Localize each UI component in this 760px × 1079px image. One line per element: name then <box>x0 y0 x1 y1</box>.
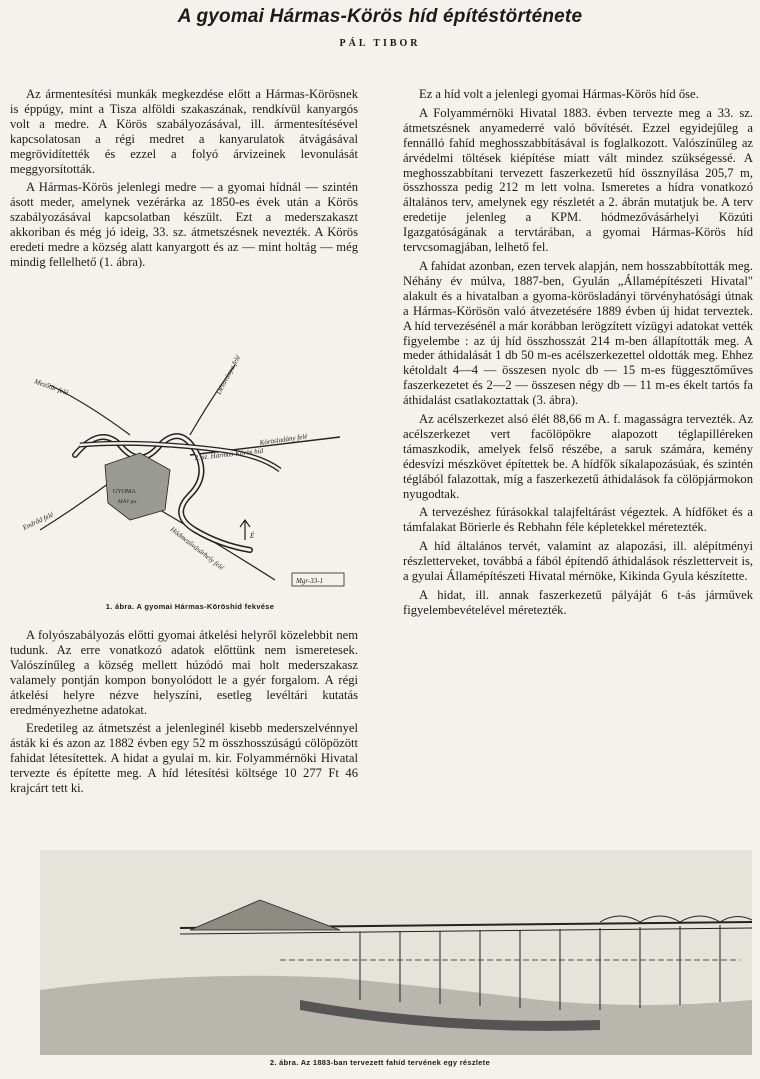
paragraph: A Folyammérnöki Hivatal 1883. évben tervezte meg a 33. sz. átmetszésnek anyamederré való bővítését. Ezzel egyidejűleg a fennálló fahíd meghosszabbításával is foglalkozott. Valószínűleg az árvédelmi töltések kiépítése miatt vált mindez szükségessé. A meghosszabbítani tervezett faszerkezetű híd össznyílása 205,7 m, összhossza pedig 212 m lett volna. Ismeretes a hídra vonatkozó általános terv, amelynek egy részletét a 2. ábrán mutatjuk be. A terv eredetije jelenleg a KPM. hódmezővásárhelyi Közúti Igazgatóságának a tervtárában, a gyomai Hármas-Körös híd tervcsomagjában, lelhető fel. <box>403 105 753 255</box>
map-label: Mezőtúr felé <box>33 377 70 397</box>
map-label: Dévaványa felé <box>214 353 243 396</box>
author-name: PÁL TIBOR <box>339 38 421 49</box>
paragraph: A tervezéshez fúrásokkal talajfeltárást végeztek. A hídfőket és a támfalakat Börierle és Rebhahn féle képletekkel méretezték. <box>403 505 753 535</box>
right-column <box>403 87 753 622</box>
figure-2-bridge-drawing <box>40 850 752 1055</box>
figure-1-map <box>20 345 350 595</box>
paragraph: Ez a híd volt a jelenlegi gyomai Hármas-Körös híd őse. <box>419 87 699 101</box>
north-label: É <box>250 532 255 540</box>
map-label: Hódmezővásárhely felé <box>168 525 226 572</box>
map-label: MÁV pu. <box>118 499 138 505</box>
left-column-bottom <box>10 628 358 800</box>
paragraph: A híd általános tervét, valamint az alapozási, ill. alépítményi részletterveket, továbbá a fából építendő áthidalások részletterveit is, a gyulai Államépítészeti Hivatal mérnöke, Kikinda Gyula készítette. <box>403 539 753 584</box>
paragraph: Az acélszerkezet alsó élét 88,66 m A. f. magasságra tervezték. Az acélszerkezet vert facölöpökre alapozott téglapilléreken támaszkodik, amelyek felső részébe, a saruk számára, kemény édesvízi mészkövet építettek be. A hídfők síkalapozásúak, és szintén téglából falazottak, míg a faszerkezetű áthidalások fa cölöpjármokon nyugodtak. <box>403 412 753 501</box>
page-title: A gyomai Hármas-Körös híd építéstörténete <box>177 6 583 27</box>
paragraph: Eredetileg az átmetszést a jelenleginél kisebb mederszelvénnyel ásták ki és azon az 1882 évben egy 52 m összhosszúságú cölöpözött fahidat létesítettek. A hidat a gyulai m. kir. Folyammérnöki Hivatal tervezte és építette meg. A híd létesítési költsége 10 277 Ft 46 krajcárt tett ki. <box>10 721 358 796</box>
left-column-top <box>10 87 358 274</box>
map-label: Körösladány felé <box>259 432 308 447</box>
map-label: 2. sz. Hármas-Körös híd <box>194 446 264 462</box>
figure-2-caption: 2. ábra. Az 1883-ban tervezett fahíd tervének egy részlete <box>269 1058 491 1067</box>
map-label: GYOMA <box>113 489 136 495</box>
paragraph: Az ármentesítési munkák megkezdése előtt a Hármas-Körösnek is éppúgy, mint a Tisza alföldi szakaszának, rendkívül kanyargós volt a medre. A Körös szabályozásával, ill. ármentesítésével kapcsolatosan a régi medret a kanyarulatok átvágásával megrövidítették és ezzel a folyó árvizeinek levonulását meggyorsították. <box>10 87 358 176</box>
map-label: Endrőd felé <box>21 510 55 532</box>
figure-stamp: Mgr-33-1 <box>296 577 324 585</box>
figure-1-caption: 1. ábra. A gyomai Hármas-Köröshíd fekvése <box>105 602 275 611</box>
paragraph: A Hármas-Körös jelenlegi medre — a gyomai hídnál — szintén ásott meder, amelynek vezérárka az 1850-es évek után a Körös szabályozásával kapcsolatban készült. Ezt a mederszakaszt akkoriban és még jó ideig, 33. sz. átmetszésnek nevezték. A Körös eredeti medre a község alatt kanyargott és az — mint holtág — még mindig fellelhető (1. ábra). <box>10 180 358 269</box>
paragraph: A hidat, ill. annak faszerkezetű pályáját 6 t-ás járművek figyelembevételével méretezték. <box>403 588 753 617</box>
paragraph: A fahídat azonban, ezen tervek alapján, nem hosszabbították meg. Néhány év múlva, 1887-ben, Gyulán „Államépítészeti Hivatal" alakult és a hivatalban a gyoma-körösladányi törvényhatósági útnak a Hármas-Körösön való átvezetésére 1889 évben új hidat terveztek. A híd tervezésénél a már korábban lerögzített vízügyi adatokat vették figyelembe : az új híd összhosszát 214 m-ben állapították meg. A meder áthidalását 1 db 50 m-es acélszerkezettel oldották meg. Ehhez kétoldalt 4—4 — összesen nyolc db — 15 m-es függesztőműves faszerkezetet és 2—2 — összesen négy db — 11 m-es ékelt tartós fa áthidalást csatlakoztattak (3. ábra). <box>403 258 753 408</box>
paragraph: A folyószabályozás előtti gyomai átkelési helyről közelebbit nem tudunk. Az erre vonatkozó adatok előttünk nem ismeretesek. Valószínűleg a község mellett húzódó mai holt mederszakasz valamely pontján kompon bonyolódott le a gyér forgalom. A régi átkelési helyre nézve helyszíni, esetleg levéltári kutatás eredményezhetne adatokat. <box>10 628 358 717</box>
